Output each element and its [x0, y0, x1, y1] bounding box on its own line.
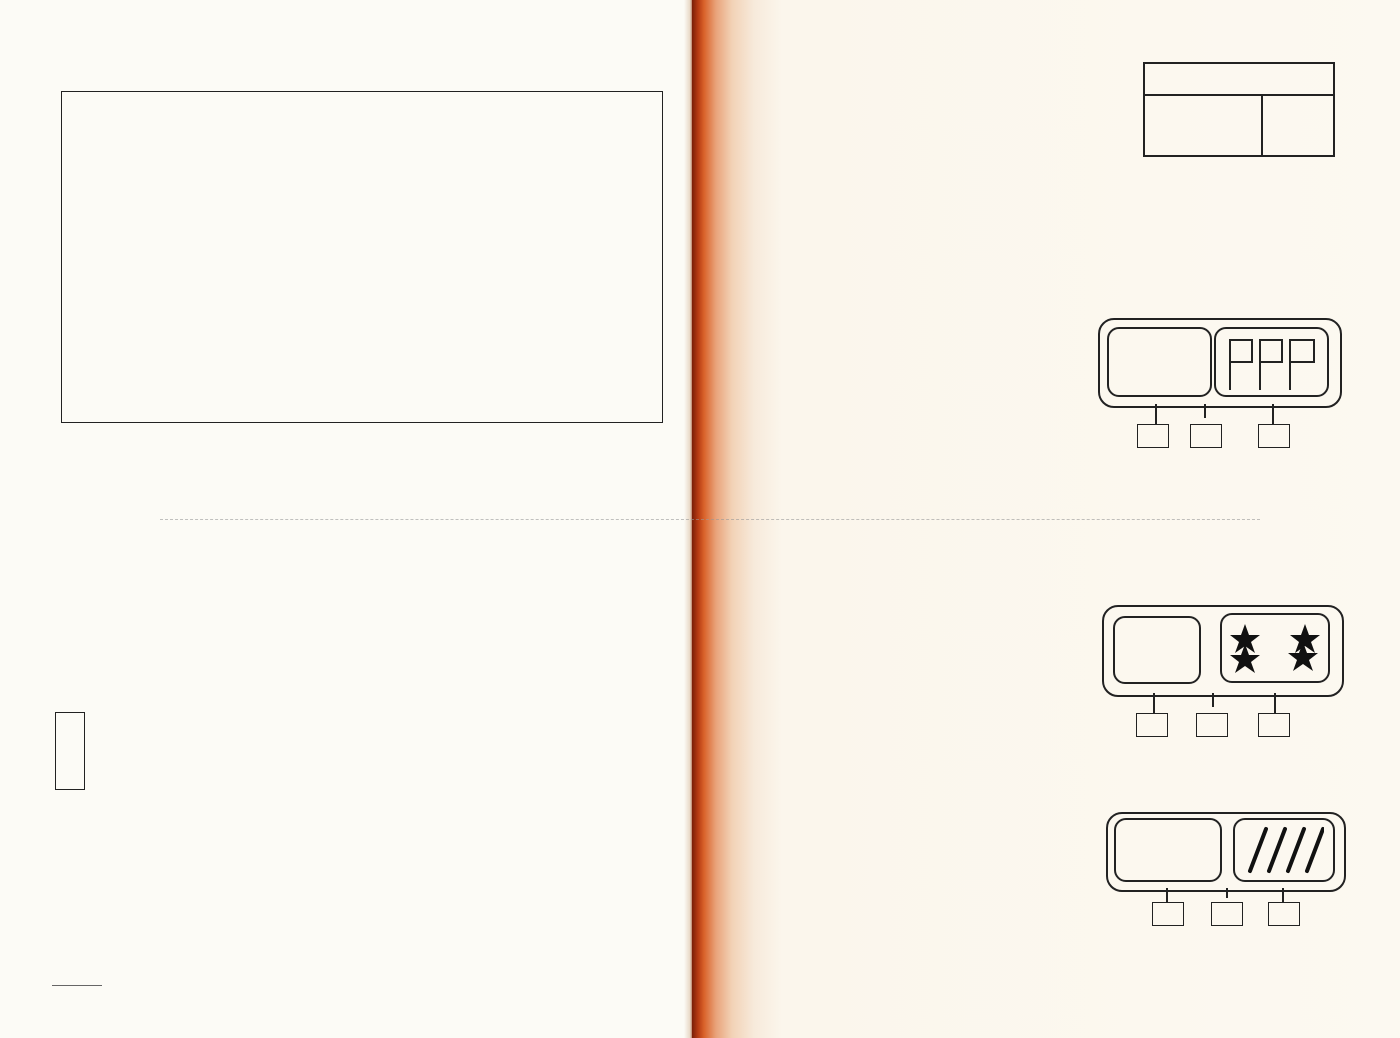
question-mark-icon [1107, 327, 1212, 397]
problem-2-line-1 [775, 535, 780, 560]
diagram-tag-x [1152, 902, 1184, 926]
sign-options-box [55, 712, 85, 790]
diagram-tag-remaining [1268, 902, 1300, 926]
connector-line [1204, 404, 1206, 418]
exercise-4 [54, 798, 65, 823]
watermark-guide-line [160, 519, 1260, 520]
exercise-6 [54, 898, 65, 923]
exercise-5 [54, 862, 65, 887]
remember-rule [775, 500, 780, 525]
connector-line [1153, 693, 1155, 713]
flags-icon [1214, 327, 1329, 397]
exercise-7 [729, 98, 740, 123]
connector-line [1272, 404, 1274, 424]
rectangles-figure [1143, 62, 1335, 157]
question-mark-icon [1113, 616, 1201, 684]
connector-line [1212, 693, 1214, 707]
subtraction-table-box [61, 91, 663, 423]
diagram-tag-remaining [1258, 713, 1290, 737]
diagram-tag-x [1137, 424, 1169, 448]
stars-icon [1220, 613, 1330, 683]
connector-line [1274, 693, 1276, 713]
connector-line [1282, 888, 1284, 902]
page-number-rule [52, 985, 102, 986]
diagram-tag-x [1136, 713, 1168, 737]
rectangles-figure-horizontal-divider [1145, 94, 1333, 96]
problem-3-line-1 [778, 760, 789, 785]
question-mark-icon [1114, 818, 1222, 882]
connector-line [1226, 888, 1228, 898]
rectangles-figure-vertical-divider [1261, 95, 1263, 155]
sticks-icon [1233, 818, 1335, 882]
diagram-tag-remaining [1258, 424, 1290, 448]
problem-1-line-1 [770, 225, 781, 250]
diagram-tag-total [1211, 902, 1243, 926]
diagram-tag-total [1190, 424, 1222, 448]
connector-line [1166, 888, 1168, 902]
connector-line [1155, 404, 1157, 424]
diagram-tag-total [1196, 713, 1228, 737]
